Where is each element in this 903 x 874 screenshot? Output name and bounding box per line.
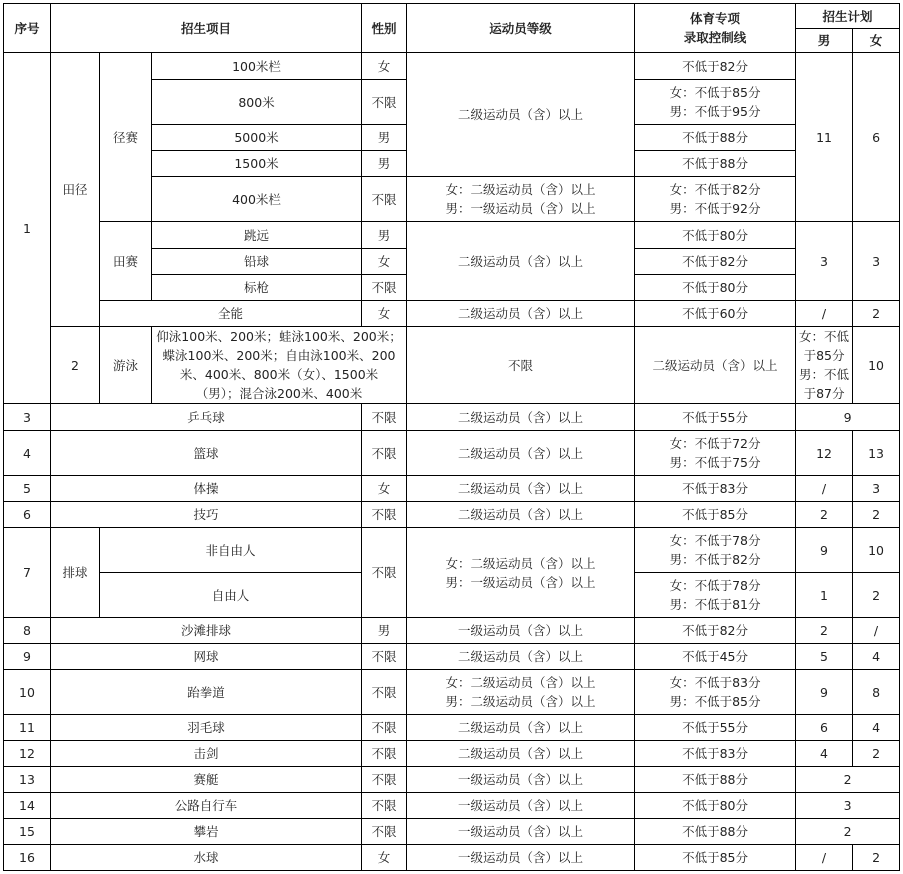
row-line: 不低于82分: [635, 53, 796, 80]
row-gender: 不限: [362, 715, 407, 741]
row-gender: 男: [362, 618, 407, 644]
row-plan-female: 2: [853, 741, 900, 767]
row-level: 一级运动员（含）以上: [407, 819, 635, 845]
header-project: 招生项目: [51, 4, 362, 53]
table-row: [4, 819, 900, 845]
row-gender: 不限: [362, 670, 407, 715]
row-level: 二级运动员（含）以上: [407, 222, 635, 301]
row-event: 非自由人: [100, 528, 362, 573]
row-event: 沙滩排球: [51, 618, 362, 644]
row-line: [635, 177, 796, 222]
row-event: 铅球: [152, 249, 362, 275]
row-line: [796, 327, 853, 404]
row-plan-male: 2: [796, 618, 853, 644]
row-plan-total: 2: [796, 819, 900, 845]
row-no: 6: [4, 502, 51, 528]
row-plan-male: 12: [796, 431, 853, 476]
row-line: [635, 528, 796, 573]
row-gender: 不限: [362, 793, 407, 819]
row-category: 排球: [51, 528, 100, 618]
row-plan-female: 13: [853, 431, 900, 476]
row-event: 800米: [152, 80, 362, 125]
row-event: 篮球: [51, 431, 362, 476]
row-gender: 不限: [407, 327, 635, 404]
row-subcategory: 田赛: [100, 222, 152, 301]
row-level: 二级运动员（含）以上: [407, 53, 635, 177]
row-line: [635, 670, 796, 715]
row-level-m: 男：一级运动员（含）以上: [445, 574, 596, 590]
row-level: 一级运动员（含）以上: [407, 618, 635, 644]
row-gender: 不限: [362, 404, 407, 431]
row-no: 2: [51, 327, 100, 404]
row-event: 击剑: [51, 741, 362, 767]
row-event: 5000米: [152, 125, 362, 151]
row-gender: 不限: [362, 431, 407, 476]
row-gender: 女: [362, 249, 407, 275]
row-line: 不低于80分: [635, 793, 796, 819]
table-row: [4, 715, 900, 741]
header-plan-female: 女: [853, 29, 900, 53]
row-no: 10: [4, 670, 51, 715]
row-gender: 女: [362, 845, 407, 871]
table-row: [4, 327, 900, 404]
row-plan-female: 2: [853, 845, 900, 871]
row-line: 不低于83分: [635, 476, 796, 502]
row-category: 田径: [51, 53, 100, 327]
row-event: 400米栏: [152, 177, 362, 222]
row-line-m: 男：不低于95分: [669, 104, 761, 119]
row-line-f: 女：不低于85分: [799, 329, 850, 363]
row-plan-male: /: [796, 301, 853, 327]
row-gender: 不限: [362, 819, 407, 845]
row-plan-male: /: [796, 845, 853, 871]
row-event-l2: 蝶泳100米、200米；自由泳100米、200: [162, 348, 396, 363]
row-event: 跆拳道: [51, 670, 362, 715]
header-plan: 招生计划: [796, 4, 900, 29]
row-subcategory: 径赛: [100, 53, 152, 222]
row-no: 15: [4, 819, 51, 845]
row-no: 8: [4, 618, 51, 644]
row-plan-male: 10: [853, 327, 900, 404]
row-plan-male: 11: [796, 53, 853, 222]
row-line: 不低于88分: [635, 151, 796, 177]
table-row: [4, 431, 900, 476]
row-plan-female: 4: [853, 715, 900, 741]
row-plan-male: 9: [796, 670, 853, 715]
row-gender: 女: [362, 476, 407, 502]
row-line: 不低于85分: [635, 502, 796, 528]
row-plan-female: 2: [853, 502, 900, 528]
table-row: [4, 222, 900, 249]
row-gender: 男: [362, 125, 407, 151]
row-line: [635, 573, 796, 618]
row-line-m: 男：不低于85分: [669, 694, 761, 709]
row-line: 不低于45分: [635, 644, 796, 670]
row-level: [407, 528, 635, 618]
row-gender: 女: [362, 301, 407, 327]
row-event: 跳远: [152, 222, 362, 249]
row-line-m: 男：不低于81分: [669, 597, 761, 612]
row-event: 全能: [100, 301, 362, 327]
row-event: [152, 327, 407, 404]
row-no: 7: [4, 528, 51, 618]
row-plan-total: 9: [796, 404, 900, 431]
table-row: [4, 767, 900, 793]
row-line-f: 女：不低于82分: [669, 182, 761, 197]
row-level: 二级运动员（含）以上: [635, 327, 796, 404]
row-line-m: 男：不低于92分: [669, 201, 761, 216]
header-no: 序号: [4, 4, 51, 53]
table-row: [4, 644, 900, 670]
row-level: 二级运动员（含）以上: [407, 644, 635, 670]
row-no: 14: [4, 793, 51, 819]
row-plan-male: 9: [796, 528, 853, 573]
row-line: 不低于88分: [635, 125, 796, 151]
row-line-f: 女：不低于72分: [669, 436, 761, 451]
row-level: 二级运动员（含）以上: [407, 715, 635, 741]
row-level-f: 女：二级运动员（含）以上: [445, 182, 596, 197]
row-level-m: 男：二级运动员（含）以上: [445, 694, 596, 709]
row-event: 公路自行车: [51, 793, 362, 819]
table-row: [4, 301, 900, 327]
row-no: 11: [4, 715, 51, 741]
row-gender: 不限: [362, 177, 407, 222]
row-line: 不低于55分: [635, 404, 796, 431]
row-line-f: 女：不低于85分: [669, 85, 761, 100]
row-level: 二级运动员（含）以上: [407, 476, 635, 502]
row-plan-total: 3: [796, 793, 900, 819]
row-plan-female: 10: [853, 528, 900, 573]
row-level: 二级运动员（含）以上: [407, 431, 635, 476]
row-event: 自由人: [100, 573, 362, 618]
row-level: 一级运动员（含）以上: [407, 767, 635, 793]
row-level-f: 女：二级运动员（含）以上: [445, 675, 596, 690]
header-line-l1: 体育专项: [690, 11, 741, 26]
row-event: 乒乓球: [51, 404, 362, 431]
header-gender: 性别: [362, 4, 407, 53]
row-line-f: 女：不低于78分: [669, 578, 761, 593]
admission-table: [3, 3, 900, 871]
table-row: [4, 502, 900, 528]
row-plan-female: 2: [853, 301, 900, 327]
row-line-m: 男：不低于87分: [799, 367, 850, 401]
row-line: 不低于80分: [635, 222, 796, 249]
row-event: 羽毛球: [51, 715, 362, 741]
row-plan-female: /: [853, 618, 900, 644]
table-row: [4, 404, 900, 431]
row-level: [407, 177, 635, 222]
header-plan-male: 男: [796, 29, 853, 53]
row-no: 4: [4, 431, 51, 476]
row-gender: 不限: [362, 275, 407, 301]
row-no: 3: [4, 404, 51, 431]
row-plan-female: 2: [853, 573, 900, 618]
row-event: 攀岩: [51, 819, 362, 845]
row-event-l4: （男）；混合泳200米、400米: [195, 386, 363, 401]
row-gender: 不限: [362, 528, 407, 618]
row-line: 不低于83分: [635, 741, 796, 767]
row-event-l1: 仰泳100米、200米；蛙泳100米、200米；: [156, 329, 402, 344]
row-no: 9: [4, 644, 51, 670]
row-plan-female: 6: [853, 53, 900, 222]
row-line: 不低于60分: [635, 301, 796, 327]
row-line-f: 女：不低于83分: [669, 675, 761, 690]
row-event: 赛艇: [51, 767, 362, 793]
row-no: 1: [4, 53, 51, 404]
row-plan-female: 3: [853, 476, 900, 502]
row-event: 体操: [51, 476, 362, 502]
row-level: 二级运动员（含）以上: [407, 502, 635, 528]
row-plan-total: 2: [796, 767, 900, 793]
table-row: [4, 476, 900, 502]
row-line: 不低于85分: [635, 845, 796, 871]
row-gender: 男: [362, 151, 407, 177]
table-row: [4, 618, 900, 644]
table-row: [4, 670, 900, 715]
row-line: 不低于88分: [635, 819, 796, 845]
table-row: [4, 741, 900, 767]
row-line: 不低于88分: [635, 767, 796, 793]
row-event-l3: 米、400米、800米（女）、1500米: [179, 367, 379, 382]
row-line: [635, 80, 796, 125]
row-no: 12: [4, 741, 51, 767]
row-event: 标枪: [152, 275, 362, 301]
row-level-f: 女：二级运动员（含）以上: [445, 555, 596, 571]
row-plan-male: 6: [796, 715, 853, 741]
row-plan-male: 3: [796, 222, 853, 301]
row-event: 网球: [51, 644, 362, 670]
row-no: 5: [4, 476, 51, 502]
row-line: 不低于82分: [635, 618, 796, 644]
table-row: [4, 793, 900, 819]
row-event: 水球: [51, 845, 362, 871]
row-event: 100米栏: [152, 53, 362, 80]
row-level: [407, 670, 635, 715]
table-row: [4, 53, 900, 80]
row-line: 不低于82分: [635, 249, 796, 275]
table-row: [4, 528, 900, 573]
row-no: 13: [4, 767, 51, 793]
row-line-f: 女：不低于78分: [669, 533, 761, 548]
row-level: 一级运动员（含）以上: [407, 845, 635, 871]
row-gender: 不限: [362, 767, 407, 793]
row-gender: 不限: [362, 644, 407, 670]
header-line-l2: 录取控制线: [683, 30, 747, 45]
row-plan-male: 5: [796, 644, 853, 670]
row-no: 16: [4, 845, 51, 871]
row-plan-female: 3: [853, 222, 900, 301]
row-level-m: 男：一级运动员（含）以上: [445, 201, 596, 216]
row-event: 1500米: [152, 151, 362, 177]
row-line: 不低于80分: [635, 275, 796, 301]
row-line: 不低于55分: [635, 715, 796, 741]
row-line-m: 男：不低于75分: [669, 455, 761, 470]
row-gender: 不限: [362, 741, 407, 767]
row-line: [635, 431, 796, 476]
row-plan-male: 2: [796, 502, 853, 528]
row-line-m: 男：不低于82分: [669, 552, 761, 567]
row-plan-male: 4: [796, 741, 853, 767]
row-level: 二级运动员（含）以上: [407, 404, 635, 431]
row-plan-male: 1: [796, 573, 853, 618]
header-line: [635, 4, 796, 53]
row-gender: 男: [362, 222, 407, 249]
row-plan-male: /: [796, 476, 853, 502]
table-row: [4, 845, 900, 871]
row-plan-female: 4: [853, 644, 900, 670]
row-level: 二级运动员（含）以上: [407, 741, 635, 767]
row-event: 技巧: [51, 502, 362, 528]
row-gender: 不限: [362, 502, 407, 528]
row-plan-female: 8: [853, 670, 900, 715]
row-gender: 女: [362, 53, 407, 80]
row-level: 一级运动员（含）以上: [407, 793, 635, 819]
row-gender: 不限: [362, 80, 407, 125]
row-category: 游泳: [100, 327, 152, 404]
header-level: 运动员等级: [407, 4, 635, 53]
row-level: 二级运动员（含）以上: [407, 301, 635, 327]
